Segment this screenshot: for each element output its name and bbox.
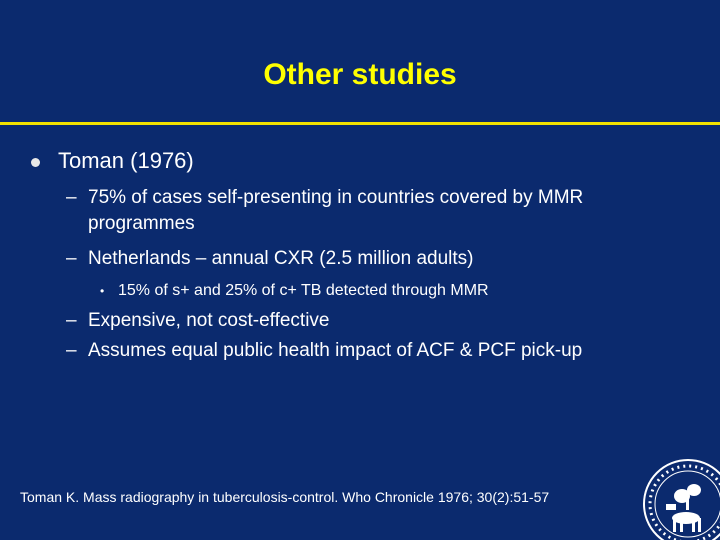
dash-marker: –: [66, 340, 77, 361]
sub-item-text: programmes: [88, 213, 195, 234]
dash-marker: –: [66, 187, 77, 208]
sub-item-text: Assumes equal public health impact of ACF & PCF pick-up: [88, 340, 583, 361]
bullet-icon: [31, 158, 40, 167]
main-bullet-text: Toman (1976): [58, 148, 194, 173]
sub-item: [66, 309, 330, 332]
bullet-marker: •: [100, 284, 105, 298]
sub-item-text: 75% of cases self-presenting in countries covered by MMR: [88, 187, 584, 208]
sub-item: [66, 247, 473, 270]
sub-item-continuation: [66, 212, 195, 235]
sub-sub-item: [100, 281, 489, 301]
seal-logo-icon: [636, 452, 720, 540]
slide-title: Other studies: [263, 58, 457, 91]
dash-marker: –: [66, 248, 77, 269]
title-divider: [0, 122, 720, 125]
sub-item: [66, 339, 582, 362]
sub-sub-item-text: 15% of s+ and 25% of c+ TB detected through MMR: [118, 282, 489, 299]
sub-item-text: Expensive, not cost-effective: [88, 310, 330, 331]
citation-text: Toman K. Mass radiography in tuberculosis-control. Who Chronicle 1976; 30(2):51-57: [20, 489, 550, 505]
sub-item: [66, 186, 583, 209]
sub-item-text: Netherlands – annual CXR (2.5 million adults): [88, 248, 474, 269]
dash-marker: –: [66, 310, 77, 331]
